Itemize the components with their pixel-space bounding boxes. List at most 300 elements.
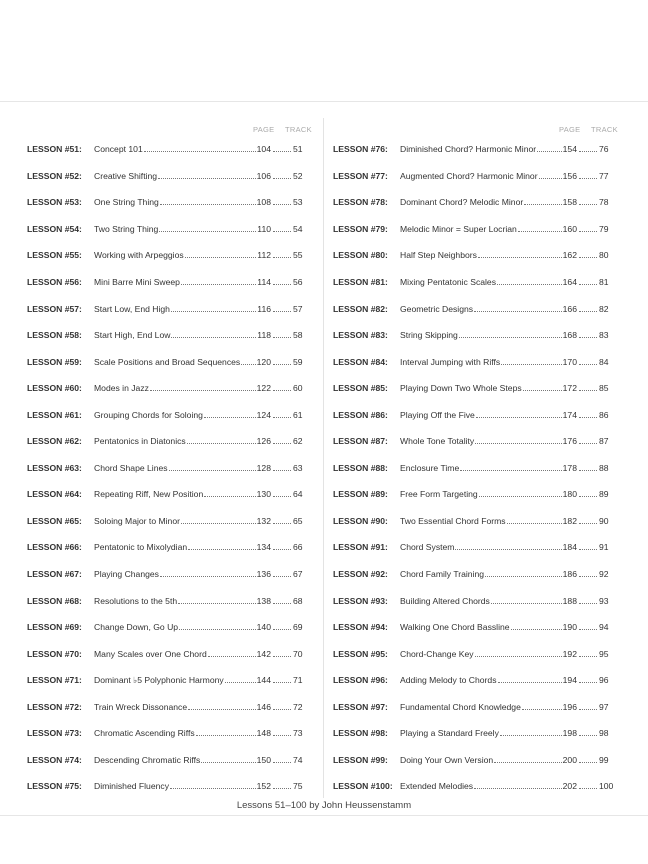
leader-dots <box>579 735 597 736</box>
leader-dots <box>273 762 291 763</box>
leader-dots <box>579 443 597 444</box>
page-number: 106 <box>256 170 271 181</box>
toc-entry[interactable] <box>27 773 305 800</box>
page-number: 158 <box>562 197 577 208</box>
track-number: 71 <box>293 675 303 686</box>
toc-entry[interactable] <box>333 508 611 535</box>
lesson-title: Chord Family Training <box>400 569 485 580</box>
track-number: 100 <box>599 781 614 792</box>
page-number: 124 <box>256 409 271 420</box>
page-number: 170 <box>562 356 577 367</box>
track-number: 52 <box>293 170 303 181</box>
track-number: 84 <box>599 356 609 367</box>
leader-dots <box>273 709 291 710</box>
leader-dots <box>171 337 256 338</box>
track-number: 93 <box>599 595 609 606</box>
toc-entry[interactable] <box>27 295 305 322</box>
leader-dots <box>160 576 256 577</box>
leader-dots <box>474 311 562 312</box>
lesson-number: LESSON #57: <box>27 303 82 314</box>
lesson-title: Walking One Chord Bassline <box>400 622 510 633</box>
leader-dots <box>579 364 597 365</box>
page-header: PAGE <box>559 125 581 134</box>
track-number: 81 <box>599 277 609 287</box>
page-number: 196 <box>562 701 577 712</box>
track-number: 94 <box>599 622 609 633</box>
leader-dots <box>524 204 561 205</box>
leader-dots <box>178 603 256 604</box>
track-number: 62 <box>293 436 303 447</box>
toc-entry[interactable] <box>27 375 305 402</box>
page-number: 168 <box>562 330 577 341</box>
leader-dots <box>494 762 561 763</box>
page-number: 186 <box>562 569 577 580</box>
track-number: 51 <box>293 144 303 155</box>
page-number: 152 <box>256 781 271 792</box>
lesson-number: LESSON #77: <box>333 170 388 181</box>
leader-dots <box>537 151 562 152</box>
lesson-title: Melodic Minor = Super Locrian <box>400 223 517 234</box>
page-number: 132 <box>256 515 271 526</box>
lesson-number: LESSON #54: <box>27 223 82 234</box>
leader-dots <box>273 311 291 312</box>
track-number: 92 <box>599 569 609 580</box>
toc-entry[interactable] <box>27 455 305 482</box>
toc-entry[interactable] <box>333 693 611 720</box>
track-number: 98 <box>599 728 609 739</box>
lesson-title: Two Essential Chord Forms <box>400 515 506 526</box>
track-number: 99 <box>599 754 609 765</box>
page-number: 116 <box>257 303 271 314</box>
toc-entry[interactable] <box>333 322 611 349</box>
page-number: 126 <box>256 436 271 447</box>
lesson-title: String Skipping <box>400 330 458 341</box>
leader-dots <box>479 496 562 497</box>
leader-dots <box>273 603 291 604</box>
lesson-number: LESSON #62: <box>27 436 82 447</box>
toc-entry[interactable] <box>333 189 611 216</box>
page-footer: Lessons 51–100 by John Heussenstamm <box>236 800 412 811</box>
lesson-number: LESSON #53: <box>27 197 82 208</box>
toc-entry[interactable] <box>333 428 611 455</box>
toc-entry[interactable] <box>333 720 611 747</box>
toc-entry[interactable] <box>27 640 305 667</box>
page-number: 156 <box>562 170 577 181</box>
lesson-title: Playing Down Two Whole Steps <box>400 383 522 394</box>
page-number: 190 <box>562 622 577 633</box>
lesson-number: LESSON #79: <box>333 223 388 234</box>
page-number: 118 <box>257 330 271 341</box>
lesson-title: Pentatonic to Mixolydian <box>94 542 188 553</box>
leader-dots <box>579 257 597 258</box>
leader-dots <box>476 417 562 418</box>
toc-entry[interactable] <box>27 508 305 535</box>
leader-dots <box>579 629 597 630</box>
leader-dots <box>273 682 291 683</box>
toc-entry[interactable] <box>27 348 305 375</box>
lesson-title: Diminished Chord? Harmonic Minor <box>400 144 537 155</box>
leader-dots <box>579 682 597 683</box>
leader-dots <box>579 549 597 550</box>
track-number: 83 <box>599 330 609 341</box>
page-number: 194 <box>562 675 577 686</box>
page-number: 172 <box>562 383 577 394</box>
track-number: 76 <box>599 144 609 155</box>
lesson-number: LESSON #93: <box>333 595 388 606</box>
leader-dots <box>273 390 291 391</box>
toc-entry[interactable] <box>27 428 305 455</box>
leader-dots <box>455 549 561 550</box>
track-header: TRACK <box>591 125 618 134</box>
lesson-title: Dominant Chord? Melodic Minor <box>400 197 524 208</box>
toc-entry[interactable] <box>333 640 611 667</box>
toc-entry[interactable] <box>333 375 611 402</box>
lesson-number: LESSON #66: <box>27 542 82 553</box>
page-number: 112 <box>257 250 271 261</box>
lesson-title: Descending Chromatic Riffs <box>94 754 201 765</box>
lesson-number: LESSON #91: <box>333 542 388 553</box>
leader-dots <box>273 576 291 577</box>
lesson-number: LESSON #96: <box>333 675 388 686</box>
leader-dots <box>273 284 291 285</box>
track-number: 91 <box>599 542 609 553</box>
page-number: 154 <box>562 144 577 155</box>
lesson-number: LESSON #86: <box>333 409 388 420</box>
lesson-title: Many Scales over One Chord <box>94 648 207 659</box>
lesson-number: LESSON #68: <box>27 595 82 606</box>
lesson-title: One String Thing <box>94 197 159 208</box>
leader-dots <box>579 311 597 312</box>
lesson-number: LESSON #84: <box>333 356 388 367</box>
page-number: 120 <box>256 356 271 367</box>
toc-entry[interactable] <box>333 614 611 641</box>
lesson-number: LESSON #90: <box>333 515 388 526</box>
track-number: 57 <box>293 303 303 314</box>
leader-dots <box>511 629 562 630</box>
page-number: 104 <box>256 144 271 155</box>
toc-entry[interactable] <box>27 163 305 190</box>
lesson-number: LESSON #51: <box>27 144 82 155</box>
track-number: 68 <box>293 595 303 606</box>
leader-dots <box>579 337 597 338</box>
leader-dots <box>579 576 597 577</box>
toc-entry[interactable] <box>333 455 611 482</box>
toc-entry[interactable] <box>27 242 305 269</box>
toc-entry[interactable] <box>27 667 305 694</box>
track-number: 96 <box>599 675 609 686</box>
track-header: TRACK <box>285 125 312 134</box>
lesson-number: LESSON #75: <box>27 781 82 792</box>
leader-dots <box>478 257 562 258</box>
toc-entry[interactable] <box>333 348 611 375</box>
lesson-number: LESSON #83: <box>333 330 388 341</box>
lesson-title: Start Low, End High <box>94 303 170 314</box>
toc-entry[interactable] <box>333 136 611 163</box>
leader-dots <box>225 682 256 683</box>
leader-dots <box>179 629 256 630</box>
leader-dots <box>579 417 597 418</box>
page-number: 138 <box>256 595 271 606</box>
lesson-title: Creative Shifting <box>94 170 158 181</box>
page-header: PAGE <box>253 125 275 134</box>
lesson-title: Free Form Targeting <box>400 489 478 500</box>
lesson-title: Chord Shape Lines <box>94 462 168 473</box>
leader-dots <box>273 364 291 365</box>
track-number: 61 <box>293 409 303 420</box>
leader-dots <box>273 257 291 258</box>
leader-dots <box>522 709 562 710</box>
toc-entry[interactable] <box>333 534 611 561</box>
leader-dots <box>579 603 597 604</box>
toc-column-left <box>27 122 317 800</box>
toc-entry[interactable] <box>333 773 614 800</box>
lesson-number: LESSON #76: <box>333 144 388 155</box>
lesson-title: Fundamental Chord Knowledge <box>400 701 521 712</box>
track-number: 75 <box>293 781 303 792</box>
lesson-number: LESSON #72: <box>27 701 82 712</box>
track-number: 80 <box>599 250 609 261</box>
lesson-number: LESSON #59: <box>27 356 82 367</box>
lesson-number: LESSON #58: <box>27 330 82 341</box>
toc-entry[interactable] <box>333 242 611 269</box>
track-number: 66 <box>293 542 303 553</box>
lesson-number: LESSON #89: <box>333 489 388 500</box>
page-number: 136 <box>256 569 271 580</box>
lesson-title: Augmented Chord? Harmonic Minor <box>400 170 538 181</box>
toc-entry[interactable] <box>333 163 611 190</box>
track-number: 70 <box>293 648 303 659</box>
page-number: 162 <box>562 250 577 261</box>
leader-dots <box>475 443 561 444</box>
toc-entry[interactable] <box>27 216 305 243</box>
track-number: 59 <box>293 356 303 367</box>
track-number: 72 <box>293 701 303 712</box>
track-number: 85 <box>599 383 609 394</box>
leader-dots <box>273 470 291 471</box>
lesson-number: LESSON #60: <box>27 383 82 394</box>
lesson-title: Concept 101 <box>94 144 143 155</box>
page-number: 160 <box>562 223 577 234</box>
leader-dots <box>579 523 597 524</box>
lesson-title: Building Altered Chords <box>400 595 490 606</box>
track-number: 88 <box>599 462 609 473</box>
lesson-title: Mixing Pentatonic Scales <box>400 277 497 287</box>
lesson-title: Scale Positions and Broad Sequences <box>94 356 241 367</box>
lesson-title: Repeating Riff, New Position <box>94 489 204 500</box>
toc-entry[interactable] <box>333 481 611 508</box>
track-number: 64 <box>293 489 303 500</box>
lesson-number: LESSON #88: <box>333 462 388 473</box>
toc-entry[interactable] <box>333 561 611 588</box>
lesson-title: Modes in Jazz <box>94 383 149 394</box>
lesson-number: LESSON #85: <box>333 383 388 394</box>
toc-entry[interactable] <box>27 587 305 614</box>
leader-dots <box>273 151 291 152</box>
lesson-number: LESSON #81: <box>333 277 388 287</box>
page-number: 108 <box>256 197 271 208</box>
page-number: 174 <box>562 409 577 420</box>
lesson-number: LESSON #70: <box>27 648 82 659</box>
bottom-rule <box>0 815 648 816</box>
lesson-number: LESSON #78: <box>333 197 388 208</box>
leader-dots <box>204 496 255 497</box>
lesson-title: Whole Tone Totality <box>400 436 475 447</box>
leader-dots <box>188 549 256 550</box>
leader-dots <box>188 709 256 710</box>
page-number: 200 <box>562 754 577 765</box>
toc-entry[interactable] <box>333 216 611 243</box>
track-number: 67 <box>293 569 303 580</box>
toc-entry[interactable] <box>27 401 305 428</box>
leader-dots <box>273 788 291 789</box>
track-number: 90 <box>599 515 609 526</box>
column-header <box>27 122 317 136</box>
leader-dots <box>579 470 597 471</box>
lesson-number: LESSON #95: <box>333 648 388 659</box>
lesson-title: Half Step Neighbors <box>400 250 477 261</box>
leader-dots <box>459 337 562 338</box>
page-number: 144 <box>256 675 271 686</box>
page-number: 202 <box>562 781 577 792</box>
leader-dots <box>579 709 597 710</box>
lesson-title: Mini Barre Mini Sweep <box>94 277 180 287</box>
leader-dots <box>518 231 562 232</box>
page-number: 122 <box>256 383 271 394</box>
toc-entry[interactable] <box>27 481 305 508</box>
page-number: 128 <box>256 462 271 473</box>
toc-entry[interactable] <box>27 747 305 774</box>
track-number: 63 <box>293 462 303 473</box>
leader-dots <box>523 390 562 391</box>
lesson-number: LESSON #56: <box>27 277 82 287</box>
lesson-title: Playing Off the Five <box>400 409 475 420</box>
leader-dots <box>579 762 597 763</box>
leader-dots <box>273 178 291 179</box>
leader-dots <box>500 735 562 736</box>
leader-dots <box>201 762 255 763</box>
page-number: 198 <box>562 728 577 739</box>
leader-dots <box>273 417 291 418</box>
toc-entry[interactable] <box>27 269 305 296</box>
track-number: 78 <box>599 197 609 208</box>
track-number: 53 <box>293 197 303 208</box>
toc-entry[interactable] <box>333 747 611 774</box>
page-number: 150 <box>256 754 271 765</box>
lesson-number: LESSON #82: <box>333 303 388 314</box>
lesson-title: Two String Thing <box>94 223 159 234</box>
lesson-title: Train Wreck Dissonance <box>94 701 188 712</box>
track-number: 56 <box>293 277 303 287</box>
page-number: 176 <box>562 436 577 447</box>
leader-dots <box>170 788 256 789</box>
leader-dots <box>181 523 256 524</box>
lesson-title: Doing Your Own Version <box>400 754 494 765</box>
leader-dots <box>579 178 597 179</box>
lesson-number: LESSON #69: <box>27 622 82 633</box>
track-number: 73 <box>293 728 303 739</box>
leader-dots <box>579 151 597 152</box>
page-number: 184 <box>562 542 577 553</box>
lesson-title: Resolutions to the 5th <box>94 595 178 606</box>
lesson-number: LESSON #61: <box>27 409 82 420</box>
toc-entry[interactable] <box>27 561 305 588</box>
lesson-title: Working with Arpeggios <box>94 250 184 261</box>
lesson-title: Chord System <box>400 542 455 553</box>
leader-dots <box>273 523 291 524</box>
lesson-number: LESSON #73: <box>27 728 82 739</box>
toc-entry[interactable] <box>333 401 611 428</box>
leader-dots <box>579 656 597 657</box>
leader-dots <box>196 735 256 736</box>
lesson-number: LESSON #80: <box>333 250 388 261</box>
leader-dots <box>150 390 256 391</box>
toc-entry[interactable] <box>333 295 611 322</box>
leader-dots <box>171 311 256 312</box>
lesson-title: Change Down, Go Up <box>94 622 179 633</box>
leader-dots <box>579 284 597 285</box>
leader-dots <box>474 788 562 789</box>
toc-column-right <box>333 122 623 800</box>
page-number: 114 <box>257 277 271 287</box>
leader-dots <box>204 417 256 418</box>
lesson-title: Diminished Fluency <box>94 781 169 792</box>
leader-dots <box>158 178 256 179</box>
page-number: 130 <box>256 489 271 500</box>
leader-dots <box>169 470 256 471</box>
lesson-title: Chord-Change Key <box>400 648 474 659</box>
leader-dots <box>159 231 256 232</box>
column-divider <box>323 118 324 798</box>
toc-entry[interactable] <box>27 534 305 561</box>
track-number: 58 <box>293 330 303 341</box>
leader-dots <box>579 231 597 232</box>
page-number: 146 <box>256 701 271 712</box>
lesson-number: LESSON #65: <box>27 515 82 526</box>
leader-dots <box>273 443 291 444</box>
toc-entry[interactable] <box>333 587 611 614</box>
leader-dots <box>273 656 291 657</box>
leader-dots <box>241 364 255 365</box>
toc-entry[interactable] <box>27 693 305 720</box>
track-number: 74 <box>293 754 303 765</box>
lesson-title: Dominant ♭5 Polyphonic Harmony <box>94 674 224 685</box>
page-number: 110 <box>257 223 271 234</box>
lesson-title: Start High, End Low <box>94 330 171 341</box>
toc-entry[interactable] <box>333 269 611 296</box>
track-number: 69 <box>293 622 303 633</box>
leader-dots <box>273 496 291 497</box>
leader-dots <box>208 656 256 657</box>
toc-entry[interactable] <box>27 189 305 216</box>
toc-entry[interactable] <box>27 322 305 349</box>
toc-entry[interactable] <box>333 667 611 694</box>
leader-dots <box>273 549 291 550</box>
toc-entry[interactable] <box>27 614 305 641</box>
track-number: 89 <box>599 489 609 500</box>
leader-dots <box>475 656 562 657</box>
lesson-number: LESSON #74: <box>27 754 82 765</box>
lesson-title: Soloing Major to Minor <box>94 515 180 526</box>
leader-dots <box>185 257 257 258</box>
lesson-number: LESSON #98: <box>333 728 388 739</box>
toc-entry[interactable] <box>27 720 305 747</box>
lesson-number: LESSON #52: <box>27 170 82 181</box>
page-number: 142 <box>256 648 271 659</box>
leader-dots <box>579 204 597 205</box>
page-number: 134 <box>256 542 271 553</box>
track-number: 55 <box>293 250 303 261</box>
toc-entry[interactable] <box>27 136 305 163</box>
